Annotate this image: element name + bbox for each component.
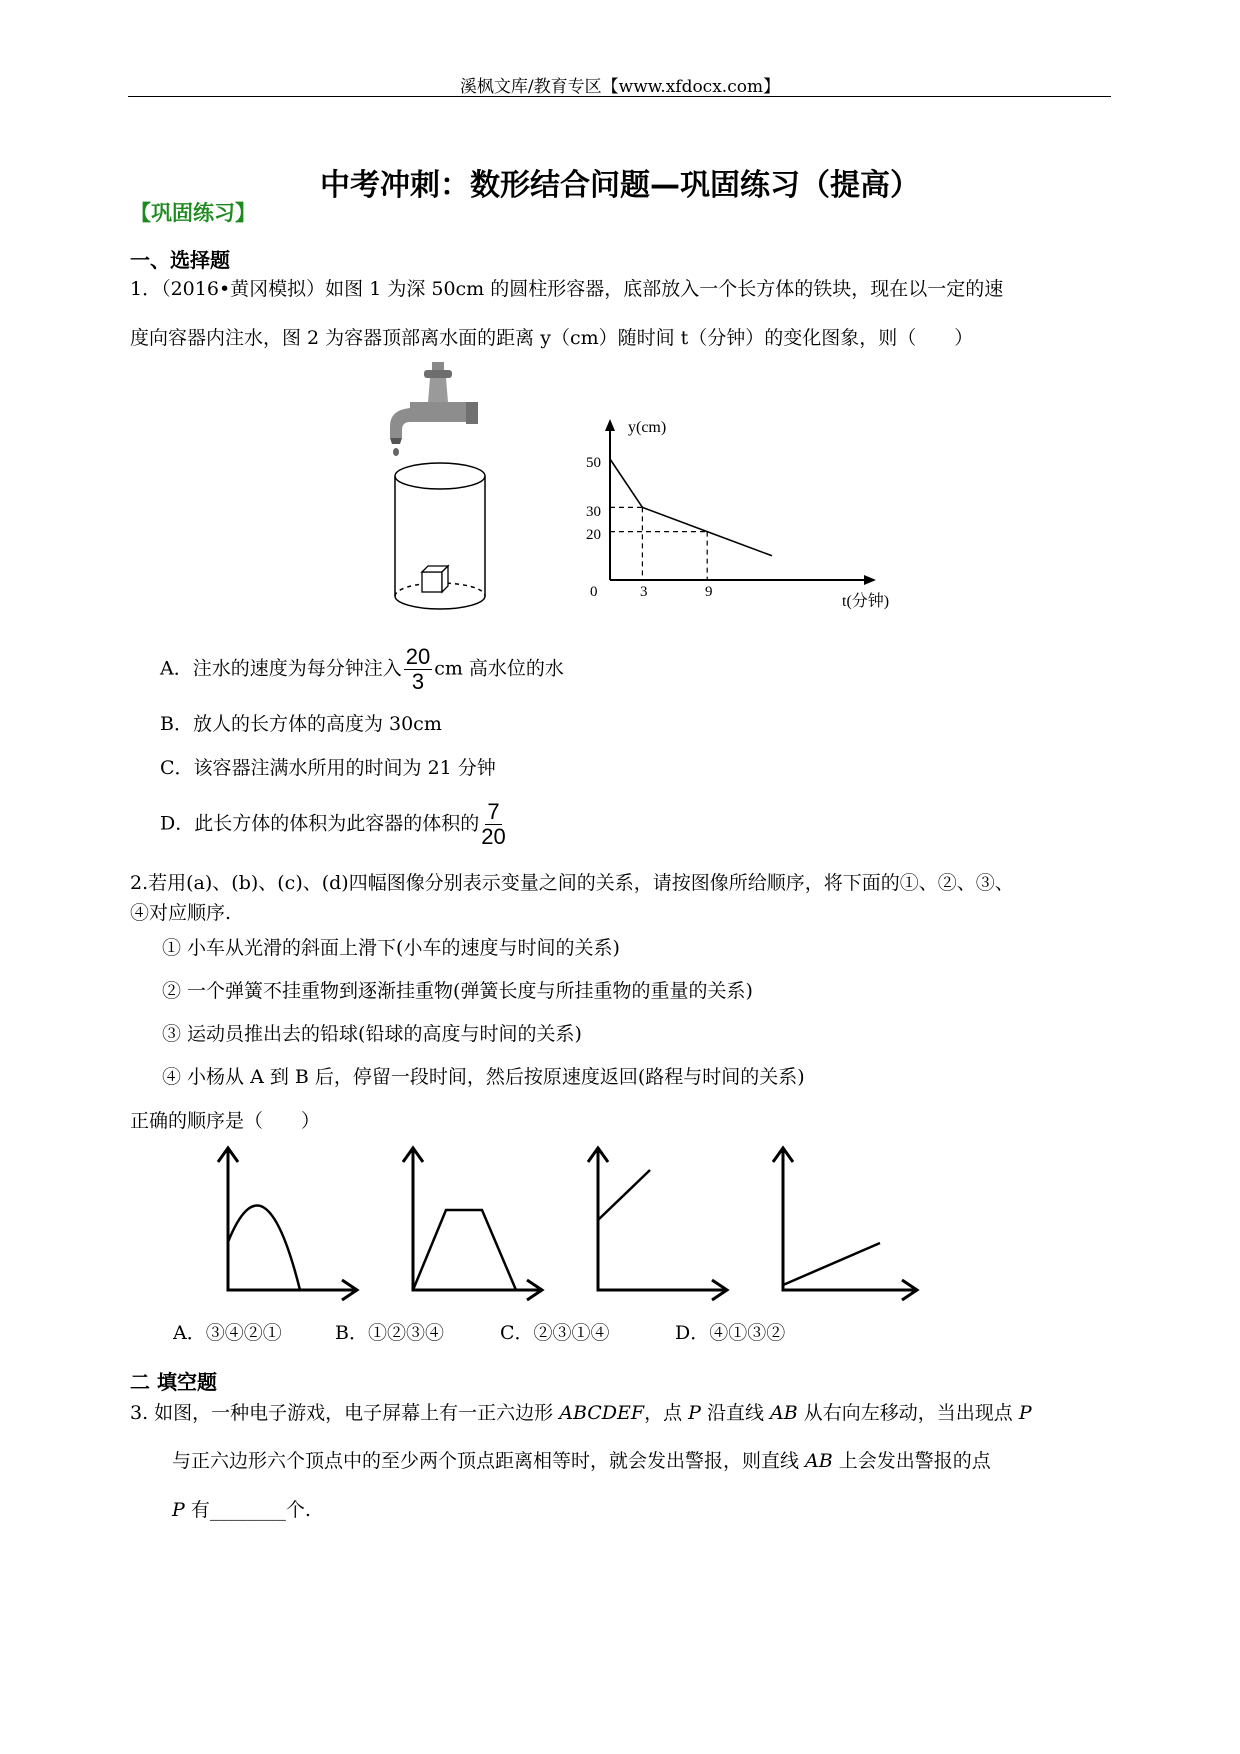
x-axis-label: t(分钟): [842, 593, 890, 610]
y-tick-50: 50: [586, 455, 601, 471]
q2-prompt: 正确的顺序是（ ）: [130, 1110, 321, 1132]
q1-option-d-fraction: [481, 800, 505, 849]
q1-option-d-denominator: 20: [481, 824, 506, 849]
q2-stem-line2: ④对应顺序.: [130, 902, 232, 924]
y-tick-20: 20: [586, 527, 601, 543]
q1-option-a-fraction: [404, 645, 432, 694]
faucet-container-figure: [380, 360, 500, 620]
y-axis-arrow: [605, 419, 615, 431]
x-tick-0: 0: [590, 584, 598, 600]
graph-b: [403, 1148, 542, 1300]
data-line: [610, 459, 772, 556]
graph-c: [588, 1148, 727, 1300]
q2-option-a[interactable]: A．③④②①: [173, 1322, 282, 1344]
q3-line2-text-a: 与正六边形六个顶点中的至少两个顶点距离相等时，就会发出警报，则直线: [172, 1450, 806, 1472]
q1-option-a[interactable]: [160, 645, 564, 694]
graph-lines: [610, 459, 772, 580]
section2-heading: 二 填空题: [130, 1370, 217, 1394]
q1-option-a-prefix: A．注水的速度为每分钟注入: [160, 657, 402, 680]
q2-stem-line1: 2.若用(a)、(b)、(c)、(d)四幅图像分别表示变量之间的关系，请按图像所给顺序，将下面的①、②、③、: [130, 872, 1014, 894]
q3-point-p: P: [688, 1402, 701, 1424]
q2-option-b[interactable]: B．①②③④: [335, 1322, 444, 1344]
page-header: 溪枫文库/教育专区【www.xfdocx.com】: [459, 77, 781, 97]
q3-point-p-3: P: [172, 1499, 185, 1521]
q1-option-d[interactable]: [160, 800, 508, 849]
q2-option-d[interactable]: D．④①③②: [675, 1322, 786, 1344]
q1-option-a-suffix: cm 高水位的水: [434, 657, 564, 680]
x-tick-3: 3: [640, 584, 648, 600]
iron-block: [422, 566, 448, 592]
graph-d: [773, 1148, 917, 1300]
q3-line1: [130, 1400, 1032, 1426]
q2-item-3: ③ 运动员推出去的铅球(铅球的高度与时间的关系): [162, 1023, 582, 1045]
q3-line3: [172, 1497, 311, 1523]
q3-line1-text-a: 3. 如图，一种电子游戏，电子屏幕上有一正六边形: [130, 1402, 560, 1424]
q1-option-c[interactable]: C．该容器注满水所用的时间为 21 分钟: [160, 757, 496, 779]
q2-item-2: ② 一个弹簧不挂重物到逐渐挂重物(弹簧长度与所挂重物的重量的关系): [162, 980, 753, 1002]
q1-stem-line1: 1．（2016•黄冈模拟）如图 1 为深 50cm 的圆柱形容器，底部放入一个长方体的铁块，现在以一定的速: [130, 278, 1004, 300]
q3-line1-text-c: ，点: [644, 1402, 689, 1424]
header-divider: [128, 96, 1111, 97]
section1-heading: 一、选择题: [130, 248, 230, 272]
q1-option-d-numerator: 7: [487, 799, 500, 824]
q2-item-4: ④ 小杨从 A 到 B 后，停留一段时间，然后按原速度返回(路程与时间的关系): [162, 1066, 805, 1088]
graph-a: [218, 1148, 357, 1300]
q3-line2-text-c: 上会发出警报的点: [832, 1450, 991, 1472]
q1-option-d-prefix: D．此长方体的体积为此容器的体积的: [160, 812, 480, 835]
faucet-icon: [390, 362, 478, 456]
q1-option-a-numerator: 20: [405, 644, 431, 669]
q1-option-a-denominator: 3: [411, 669, 425, 694]
y-axis-label: y(cm): [628, 419, 667, 436]
page-title: 中考冲刺：数形结合问题—巩固练习（提高）: [320, 168, 920, 203]
q2-graphs: [210, 1140, 930, 1305]
q3-answer-blank[interactable]: 有________个.: [184, 1499, 311, 1521]
q2-option-c[interactable]: C．②③①④: [500, 1322, 610, 1344]
q3-hexagon-name: ABCDEF: [559, 1402, 645, 1424]
q2-item-1: ① 小车从光滑的斜面上滑下(小车的速度与时间的关系): [162, 937, 620, 959]
section-tag: 【巩固练习】: [130, 201, 256, 225]
q3-line-ab-2: AB: [805, 1450, 833, 1472]
y-tick-30: 30: [586, 504, 601, 520]
q3-line2: [172, 1448, 991, 1474]
q1-option-b[interactable]: B．放人的长方体的高度为 30cm: [160, 713, 442, 735]
x-tick-9: 9: [705, 584, 713, 600]
q3-point-p-2: P: [1018, 1402, 1032, 1424]
x-axis-arrow: [864, 575, 876, 585]
q1-stem-line2: 度向容器内注水，图 2 为容器顶部离水面的距离 y（cm）随时间 t（分钟）的变化图象，则（ ）: [130, 327, 974, 349]
q1-graph: [580, 405, 910, 610]
q3-line1-text-e: 沿直线: [700, 1402, 771, 1424]
q3-line1-text-g: 从右向左移动，当出现点: [797, 1402, 1019, 1424]
q3-line-ab: AB: [770, 1402, 798, 1424]
